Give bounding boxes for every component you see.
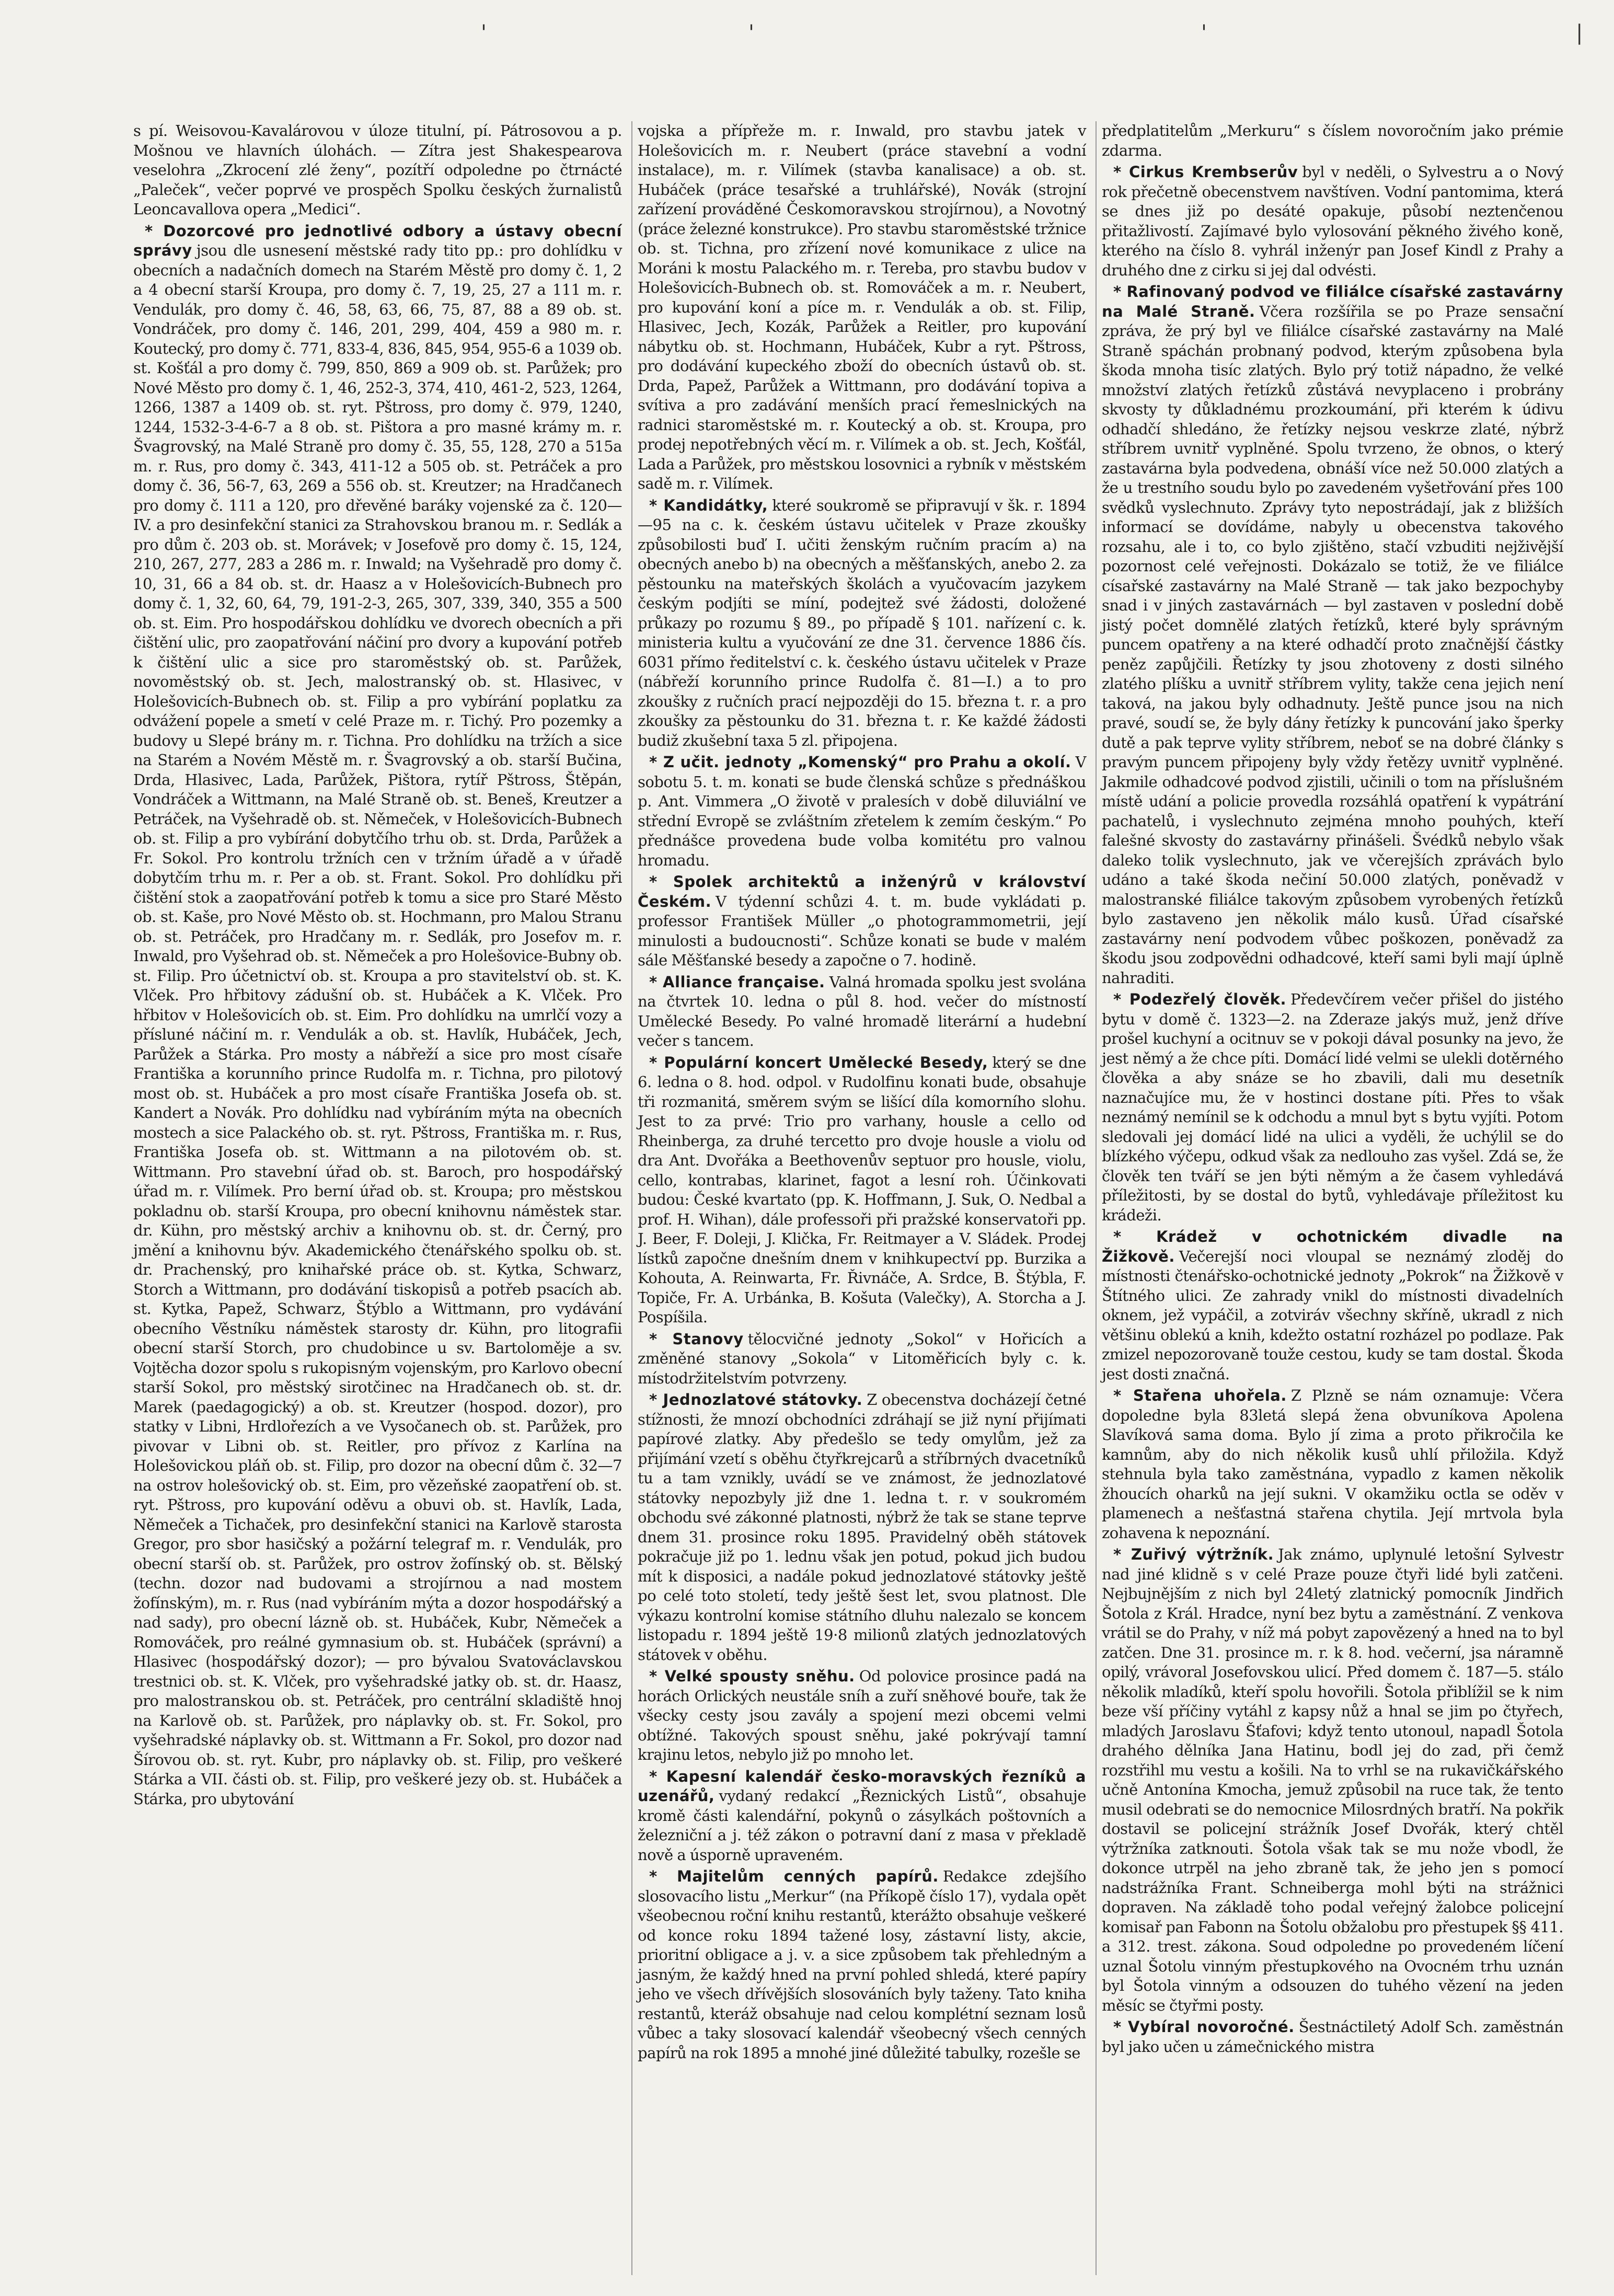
article-paragraph bbox=[638, 1390, 1086, 1665]
article-paragraph bbox=[1102, 1227, 1563, 1384]
article-paragraph bbox=[638, 1867, 1086, 2063]
article-paragraph bbox=[1102, 990, 1563, 1225]
article-text: tělocvičné jednoty „Sokol“ v Hořicích a změněné stanovy „Sokola“ v Litoměřicích byly c. k. místodržitelstvím potvrzeny. bbox=[638, 1330, 1086, 1387]
article-paragraph bbox=[1102, 1545, 1563, 2015]
article-heading: * Majitelům cenných papírů. bbox=[649, 1867, 939, 1885]
article-heading: * Cirkus Krembserův bbox=[1113, 163, 1298, 181]
page-mark: ' bbox=[481, 21, 487, 45]
article-text: Valná hromada spolku jest svolána na čtvrtek 10. ledna o půl 8. hod. večer do místností Umělecké Besedy. Po valné hromadě literární a hudební večer s tancem. bbox=[638, 973, 1086, 1049]
article-paragraph bbox=[638, 496, 1086, 751]
article-heading: * Populární koncert Umělecké Besedy, bbox=[649, 1053, 988, 1071]
article-paragraph bbox=[1102, 282, 1563, 988]
article-heading: * Alliance française. bbox=[649, 973, 825, 991]
article-text: Od polovice prosince padá na horách Orlických neustále sníh a zuří sněhové bouře, tak že všecky cesty jsou zavály a spojení mezi obcemi velmi obtížné. Takových spoust sněhu, jaké pokrývají tamní krajinu letos, nebylo již po mnoho let. bbox=[638, 1667, 1086, 1763]
article-heading: * Krádež v ochotnickém divadle na Žižkově. bbox=[1102, 1228, 1563, 1265]
article-paragraph bbox=[1102, 121, 1563, 160]
article-heading: * Podezřelý člověk. bbox=[1113, 990, 1287, 1008]
article-paragraph bbox=[133, 222, 622, 1809]
article-heading: * Velké spousty sněhu. bbox=[649, 1667, 855, 1685]
article-heading: * Stanovy bbox=[649, 1330, 744, 1348]
page-mark: ' bbox=[1201, 21, 1207, 45]
article-heading: * Kapesní kalendář česko-moravských řezníků a uzenářů, bbox=[638, 1767, 1086, 1805]
article-paragraph bbox=[1102, 163, 1563, 280]
article-paragraph bbox=[638, 1053, 1086, 1328]
article-heading: * Rafinovaný podvod ve filiálce císařské zastavárny na Malé Straně. bbox=[1102, 283, 1563, 320]
column-right bbox=[1096, 121, 1569, 2275]
article-text: vojska a přípřeže m. r. Inwald, pro stavbu jatek v Holešovicích m. r. Neubert (práce stavební a vodní instalace), m. r. Vilímek (stavba kanalisace) a ob. st. Hubáček (práce tesařské a truhlářské), Novák (strojní zařízení prováděné Českomoravskou strojírnou), a Novotný (práce železné konstrukce). Pro stavbu staroměstské tržnice ob. st. Tichna, pro zřízení nové komunikace z ulice na Moráni k mostu Palackého m. r. Tereba, pro stavbu budov v Holešovicích-Bubnech ob. st. Romováček a m. r. Neubert, pro kupování koní a píce m. r. Vendulák a ob. st. Filip, Hlasivec, Jech, Kozák, Parůžek a Reitler, pro kupování nábytku ob. st. Hochmann, Hubáček, Kubr a ryt. Pštross, pro dodávání kupeckého zboží do obecních ústavů ob. st. Drda, Papež, Parůžek a Wittmann, pro dodávání topiva a svítiva a pro zadávání menších prací řemeslnických na radnici staroměstské m. r. Koutecký a ob. st. Kroupa, pro prodej nepotřebných věcí m. r. Vilímek a ob. st. Jech, Košťál, Lada a Parůžek, pro městskou losovnici a rybník v městském sadě m. r. Vilímek. bbox=[638, 122, 1086, 492]
article-text: Předevčírem večer přišel do jistého bytu v domě č. 1323—2. na Zderaze jakýs muž, jenž dříve prošel kuchyní a ocitnuv se v pokoji dával posunky na jevo, že jest němý a že chce píti. Domácí lidé velmi se ulekli dotěrného člověka a aby snáze se ho zbavili, dali mu desetník naznačujíce mu, že v hostinci dostane píti. Přes to však neznámý nemínil se k odchodu a mnul byt s bytu vyjíti. Potom sledovali jej domácí lidé na ulici a vyděli, že uchýlil se do blízkého výčepu, odkud však za nedlouho zas vyšel. Zdá se, že člověk ten tváří se jen býti němým a že časem vyhledává příležitosti, by se dostal do bytů, vyhledávaje příležitost ku krádeži. bbox=[1102, 990, 1563, 1224]
article-text: Večerejší noci vloupal se neznámý zloděj do místnosti čtenářsko-ochotnické jednoty „Pokrok“ na Žižkově v Štítného ulici. Ze zahrady vnikl do místnosti divadelních oknem, jež vypáčil, a zotviráv všechny skříně, ukradl z nich většinu oblekú a knih, kdežto ostatní rozházel po podlaze. Pak zmizel nepozorovaně touže cestou, kudy se tam dostal. Škoda jest dosti značná. bbox=[1102, 1247, 1563, 1383]
article-heading: * Kandidátky, bbox=[649, 496, 768, 514]
article-text: Šestnáctiletý Adolf Sch. zaměstnán byl jako učen u zámečnického mistra bbox=[1102, 2018, 1563, 2056]
article-text: které soukromě se připravují v šk. r. 1894—95 na c. k. českém ústavu učitelek v Praze zkoušky způsobilosti buď I. učiti ženským ručním pracím a) na obecných anebo b) na obecných a měšťanských, anebo 2. za pěstounku na mateřských školách a vyučovacím jazykem českým podjíti se míní, podejtež své žádosti, doložené průkazy po rozumu § 89., po případě § 101. nařízení c. k. ministeria kultu a vyučování ze dne 31. července 1886 čís. 6031 přímo ředitelství c. k. českého ústavu učitelek v Praze (nábřeží korunního prince Rudolfa č. 81—I.) a to pro zkoušky z ručních prací nejpozději do 15. března t. r. a pro zkoušky za pěstounku do 31. března t. r. Ke každé žádosti budiž zkušební taxa 5 zl. připojena. bbox=[638, 496, 1086, 749]
article-heading: * Vybíral novoročné. bbox=[1113, 2018, 1295, 2036]
article-text: Z Plzně se nám oznamuje: Včera dopoledne byla 83letá slepá žena obvuníkova Apolena Slavíková sama doma. Bylo jí zima a proto přikročila ke kamnům, aby do nich několik kusů uhlí přiložila. Když stehnula byla tako zaměstnána, vypadlo z kamen několik žhoucích oharků na její sukni. V okamžiku octla se oděv v plamenech a nešťastná stařena chytila. Její mrtvola byla zohavena k nepoznání. bbox=[1102, 1387, 1564, 1542]
article-paragraph bbox=[638, 973, 1086, 1051]
article-text: Jak známo, uplynulé letošní Sylvestr nad jiné klidně s v celé Praze pouze čtyři lidé byli zatčeni. Nejbujnějším z nich byl 24letý zlatnický pomocník Jindřich Šotola z Král. Hradce, nyní bez bytu a zaměstnání. Z venkova vrátil se do Prahy, v níž má pobyt zapovězený a hned na to byl zatčen. Dne 31. prosince m. r. k 8. hod. večerní, jsa náramně opilý, vrávoral Josefovskou ulicí. Před domem č. 187—5. stálo několik mladíků, kteří spolu hovořili. Šotola přiblížil se k nim beze vší příčiny vytáhl z kapsy nůž a hnal se jim po čtyřech, mladých Jaroslavu Šťafovi; když tento utonoul, napadl Šotola drahého dělníka Jana Hatinu, bodl jej do zad, při čemž rozstřihl mu vestu a košili. Na to vrhl se na rukavičkářského učně Antonína Kmocha, jemuž způsobil na ruce tak, že tento musil odebrati se do nemocnice Milosrdných bratří. Na pokřik dostavil se policejní strážník Josef Dvořák, který chtěl výtržníka zatknouti. Šotola však tak se mu nože vbodl, že dokonce utrpěl na jeho zbraně tak, že jeho jen s pomocí nadstrážníka Frant. Schneiberga mohl býti na strážnici dopraven. Na základě toho podal veřejný žalobce policejní komisař pan Fabonn na Šotolu obžalobu pro přestupek §§ 411. a 312. trest. zákona. Soud odpoledne po provedeném líčení uznal Šotolu vinným přestupkového na Ovocném trhu uznán byl Šotola vinným a odsouzen do tuhého vězení na jeden měsíc se čtyřmi posty. bbox=[1102, 1545, 1563, 2014]
article-paragraph bbox=[1102, 1386, 1563, 1543]
article-paragraph bbox=[638, 1330, 1086, 1389]
article-heading: * Jednozlatové státovky. bbox=[649, 1391, 863, 1409]
article-text: byl v neděli, o Sylvestru a o Nový rok přečetně obecenstvem navštíven. Vodní pantomima, která se dnes již po desáté opakuje, působí neztenčenou přitažlivostí. Zajímavé bylo vylosování pěkného živého koně, kterého na číslo 8. vyhrál inženýr pan Josef Kindl z Prahy a druhého dne z cirku si jej dal odvésti. bbox=[1102, 163, 1563, 279]
article-paragraph bbox=[638, 1667, 1086, 1765]
article-heading: * Spolek architektů a inženýrů v království Českém. bbox=[638, 873, 1086, 910]
article-paragraph bbox=[133, 121, 622, 220]
article-text: Z obecenstva docházejí četné stížnosti, že mnozí obchodníci zdráhají se již nyní přijímati papírové zlatky. Aby předešlo se tedy omylům, jež za přijímání vzetí s oběhu čtyřkrejcarů a stříbrných dvacetníků tu a tam vznikly, uvádí se ve známost, že jednozlatové státovky nepozbyly již dne 1. ledna t. r. v soukromém obchodu své zákonné platnosti, nýbrž že tak se stane teprve dnem 31. prosince roku 1895. Pravidelný oběh státovek pokračuje již po 1. lednu však jen potud, pokud jich budou mít k disposici, a nadále pokud jednozlatové státovky ještě po celé toto století, tedy ještě šest let, svou platnost. Dle výkazu kontrolní komise státního dluhu nalezalo se koncem listopadu r. 1894 ještě 19·8 milionů zlatých jednozlatových státovek v oběhu. bbox=[638, 1391, 1086, 1664]
article-text: který se dne 6. ledna o 8. hod. odpol. v Rudolfinu konati bude, obsahuje tři rozmanitá, směrem svým se lišící díla komorního slohu. Jest to za prvé: Trio pro varhany, housle a cello od Rheinberga, za druhé tercetto pro dvoje housle a violu od dra Ant. Dvořáka a Beethovenův septuor pro housle, violu, cello, kontrabas, klarinet, fagot a lesní roh. Účinkovati budou: České kvartato (pp. K. Hoffmann, J. Suk, O. Nedbal a prof. H. Wihan), dále professoři při pražské konservatoři pp. J. Beer, F. Doleji, J. Klička, Fr. Reitmayer a V. Sládek. Prodej lístků započne dnešním dnem v knihkupectví pp. Burzika a Kohouta, A. Reinwarta, Fr. Řivnáče, A. Srdce, B. Štýbla, F. Topiče, Fr. A. Urbánka, B. Košuta (Valečky), A. Storcha a J. Pospíšila. bbox=[638, 1053, 1086, 1326]
article-heading: * Dozorcové pro jednotlivé odbory a ústavy obecní správy bbox=[133, 222, 622, 259]
article-paragraph bbox=[638, 872, 1086, 971]
article-text: jsou dle usnesení městské rady tito pp.: pro dohlídku v obecních a nadačních domech na Starém Městě pro domy č. 1, 2 a 4 obecní starší Kroupa, pro domy č. 7, 19, 25, 27 a 111 m. r. Vendulák, pro domy č. 46, 58, 63, 66, 75, 87, 88 a 89 ob. st. Vondráček, pro domy č. 146, 201, 299, 404, 459 a 980 m. r. Koutecký, pro domy č. 771, 833-4, 836, 845, 954, 955-6 a 1039 ob. st. Košťál a pro domy č. 799, 850, 869 a 909 ob. st. Parůžek; pro Nové Město pro domy č. 1, 46, 252-3, 374, 410, 461-2, 523, 1264, 1266, 1387 a 1409 ob. st. ryt. Pštross, pro domy č. 979, 1240, 1244, 1532-3-4-6-7 a 8 ob. st. Pištora a pro masné krámy m. r. Švagrovský, na Malé Straně pro domy č. 35, 55, 128, 270 a 515a m. r. Rus, pro domy č. 343, 411-12 a 505 ob. st. Petráček a pro domy č. 36, 56-7, 63, 269 a 556 ob. st. Kreutzer; na Hradčanech pro domy č. 111 a 120, pro dřevěné baráky vojenské za č. 120—IV. a pro desinfekční stanici za Strahovskou branou m. r. Sedlák a pro dům č. 203 ob. st. Morávek; v Josefově pro domy č. 15, 124, 210, 267, 277, 283 a 286 m. r. Inwald; na Vyšehradě pro domy č. 10, 31, 66 a 84 ob. st. dr. Haasz a v Holešovicích-Bubnech pro domy č. 1, 32, 60, 64, 79, 191-2-3, 265, 307, 339, 340, 355 a 500 ob. st. Eim. Pro hospodářskou dohlídku ve dvorech obecních a při čištění ulic, pro zaopatřování náčiní pro dvory a kupování potřeb k čištění ulic a sice pro staroměstský ob. st. Parůžek, novoměstský ob. st. Jech, malostranský ob. st. Hlasivec, v Holešovicích-Bubnech ob. st. Filip a pro vybírání poplatku za odvážení popele a smetí v celé Praze m. r. Tichý. Pro pozemky a budovy u Slepé brány m. r. Tichna. Pro dohlídku na tržích a sice na Starém a Novém Městě m. r. Švagrovský a ob. starší Bučina, Drda, Hlasivec, Lada, Parůžek, Pištora, rytíř Pštross, Štěpán, Vondráček a Wittmann, na Malé Straně ob. st. Beneš, Kreutzer a Petráček, na Vyšehradě ob. st. Němeček, v Holešovicích-Bubnech ob. st. Filip a pro vybírání dobytčího trhu ob. st. Drda, Parůžek a Fr. Sokol. Pro kontrolu tržních cen v tržním úřadě a v úřadě dobytčím trhu m. r. Per a ob. st. Frant. Sokol. Pro dohlídku při čištění stok a zaopatřování potřeb k tomu a sice pro Staré Město ob. st. Kaše, pro Nové Město ob. st. Hochmann, pro Malou Stranu ob. st. Petráček, pro Hradčany m. r. Sedlák, pro Josefov m. r. Inwald, pro Vyšehrad ob. st. Němeček a pro Holešovice-Bubny ob. st. Filip. Pro účetnictví ob. st. Kroupa a pro stavitelství ob. st. K. Vlček. Pro hřbitovy zádušní ob. st. Hubáček a K. Vlček. Pro hřbitov v Holešovicích ob. st. Eim. Pro dohlídku na umrlčí vozy a přísluné náčiní m. r. Vendulák a ob. st. Havlík, Hubáček, Jech, Parůžek a Stárka. Pro mosty a nábřeží a sice pro most císaře Františka a korunního prince Rudolfa m. r. Tichna, pro pilotový most ob. st. Hubáček a pro most císaře Františka Josefa ob. st. Kandert a Novák. Pro dohlídku nad vybíráním mýta na obecních mostech a sice Palackého ob. st. ryt. Pštross, Františka m. r. Rus, Františka Josefa ob. st. Wittmann a na pilotovém ob. st. Wittmann. Pro stavební úřad ob. st. Baroch, pro hospodářský úřad m. r. Vilímek. Pro berní úřad ob. st. Kroupa; pro městskou pokladnu ob. starší Kroupa, pro obecní knihovnu náměstek star. dr. Kühn, pro městský archiv a knihovnu ob. st. dr. Černý, pro jmění a knihovnu býv. Akademického čtenářského spolku ob. st. dr. Prachenský, pro knihařské práce ob. st. Kytka, Schwarz, Storch a Wittmann, pro dodávání tiskopisů a potřeb psacích ab. st. Kytka, Papež, Schwarz, Štýblo a Wittmann, pro vydávání obecního Věstníku náměstek starosty dr. Kühn, pro litografii obecní starší Storch, pro chudobince u sv. Bartoloměje a sv. Vojtěcha dozor spolu s rukopisným vojenským, pro Karlovo obecní starší Sokol, pro městský sirotčinec na Hradčanech ob. st. dr. Marek (paedagogický) a ob. st. Kreutzer (hospod. dozor), pro statky v Libni, Hrdlořezích a ve Vysočanech ob. st. Parůžek, pro pivovar v Libni ob. st. Reitler, pro přívoz z Karlína na Holešovickou pláň ob. st. Filip, pro dozor na obecní dům č. 32—7 na ostrov holešovický ob. st. Eim, pro vězeňské zaopatření ob. st. ryt. Pštross, pro kupování oděvu a obuvi ob. st. Havlík, Lada, Němeček a Tichaček, pro desinfekční stanici na Karlově starosta Gregor, pro sbor hasičský a požární telegraf m. r. Vendulák, pro obecní starší ob. st. Parůžek, pro ostrov žofínský ob. st. Bělský (techn. dozor nad budovami a strojírnou a nad mostem žofínským), m. r. Rus (nad vybíráním mýta a dozor hospodářský a nad sady), pro obecní lázně ob. st. Hubáček, Kubr, Němeček a Romováček, pro reálné gymnasium ob. st. Hubáček (správní) a Hlasivec (hospodářský dozor); — pro bývalou Svatováclavskou trestnici ob. st. K. Vlček, pro vyšehradské jatky ob. st. dr. Haasz, pro malostranskou ob. st. Petráček, pro centrální skladiště hnoj na Karlově ob. st. Parůžek, pro náplavky ob. st. Fr. Sokol, pro vyšehradské náplavky ob. st. Wittmann a Fr. Sokol, pro dozor nad Šírovou ob. st. ryt. Kubr, pro náplavky ob. st. Filip, pro veškeré Stárka a VII. části ob. st. Filip, pro veškeré jezy ob. st. Hubáček a Stárka, pro ubytování bbox=[133, 241, 622, 1808]
article-text: V sobotu 5. t. m. konati se bude členská schůze s přednáškou p. Ant. Vimmera „O životě v pralesích v době diluviální ve střední Evropě se zvláštním zřetelem k zemím českým.“ Po přednášce provedena bude volba komitétu pro valnou hromadu. bbox=[638, 753, 1086, 869]
page-mark: ' bbox=[748, 21, 754, 45]
article-paragraph bbox=[638, 121, 1086, 494]
article-paragraph bbox=[638, 753, 1086, 870]
article-text: Včera rozšířila se po Praze sensační zpráva, že prý byl ve filiálce císařské zastavárny na Malé Straně spáchán probnaný podvod, kterým způsobena byla škoda mnoha tisíc zlatých. Bylo prý totiž nápadno, že velké množství zlatých řetízků zůstává nevyplaceno i probrány skvosty ty důkladnému prozkoumání, při kterém k údivu odhadčí shledáno, že řetízky nejsou veskrze zlaté, nýbrž stříbrem uvnitř vyplněné. Spolu tvrzeno, že obnos, o který zastavárna byla podvedena, obnáší více než 50.000 zlatých a že u trestního soudu bylo po zavedeném vyšetřování přes 100 svědků vyslechnuto. Zprávy tyto nepostrádají, jak z bližších informací se dovídáme, nabyly u obecenstva takového rozsahu, ale i to, co bylo zjištěno, stačí vzbuditi nejživější pozornost celé veřejnosti. Dokázalo se totiž, že ve filiálce císařské zastavárny na Malé Straně — tak jako bezpochyby snad i v jiných zastavárnách — byl zastaven v poslední době jistý počet domnělé zlatých řetízků, které byly správným puncem opatřeny a na které odhadčí proto značnější částky peněz zapůjčili. Řetízky ty jsou zhotoveny z dosti silného zlatého plíšku a uvnitř stříbrem vylity, takže cena jejich není taková, na jakou byly odhadnuty. Ještě punce jsou na nich pravé, soudí se, že byly dány řetízky k puncování jako šperky dutě a pak teprve vylity stříbrem, neboť se na dobré články s pravým puncem připojeny byly vždy řetězy uvnitř vyplněné. Jakmile odhadcové podvod zjistili, učinili o tom na příslušném místě udání a policie provedla rozsáhlá opatření k vypátrání pachatelů, i vyslechnuto zejména mnoho pouhých, kteří falešné skvosty do zastavárny přinášeli. Švédků nebylo však daleko tolik vyslechnuto, jak ve včerejších zprávách bylo udáno a také škoda nečiní 50.000 zlatých, poněvadž v malostranské filiálce takovým způsobem vyrobených řetízků bylo zastaveno jen několik málo kusů. Úřad císařské zastavárny není podvodem vůbec poškozen, poněvadž za škodu jsou zodpovědni odhadcové, kteří sami byli mají úplně nahraditi. bbox=[1102, 302, 1563, 987]
article-text: s pí. Weisovou-Kavalárovou v úloze titulní, pí. Pátrosovou a p. Mošnou ve hlavních úlohách. — Zítra jest Shakespearova veselohra „Zkrocení zlé ženy“, pozítří odpoledne po čtrnácté „Paleček“, večer poprvé ve prospěch Spolku českých žurnalistů Leoncavallova opera „Medici“. bbox=[133, 122, 622, 218]
article-heading: * Zuřivý výtržník. bbox=[1113, 1545, 1274, 1563]
article-heading: * Stařena uhořela. bbox=[1113, 1387, 1287, 1404]
article-text: V týdenní schůzi 4. t. m. bude vykládati p. professor František Müller „o photogrammometrii, její minulosti a budoucnosti“. Schůze konati se bude v malém sále Měšťanské besedy a započne o 7. hodině. bbox=[638, 892, 1086, 969]
article-paragraph bbox=[1102, 2017, 1563, 2057]
article-heading: * Z učit. jednoty „Komenský“ pro Prahu a okolí. bbox=[649, 753, 1071, 771]
article-text: vydaný redakcí „Řeznických Listů“, obsahuje kromě části kalendářní, pokynů o zásylkách poštovních a železniční a j. též zákon o potravní daní z masa v překladě nově a úsporně upraveném. bbox=[638, 1787, 1086, 1864]
article-text: předplatitelům „Merkuru“ s číslem novoročním jako prémie zdarma. bbox=[1102, 122, 1563, 159]
column-middle bbox=[631, 121, 1091, 2275]
page-mark: | bbox=[1576, 21, 1583, 45]
column-left bbox=[128, 121, 627, 2275]
article-columns bbox=[128, 121, 1590, 2275]
article-paragraph bbox=[638, 1767, 1086, 1865]
article-text: Redakce zdejšího slosovacího listu „Merkur“ (na Příkopě číslo 17), vydala opět všeobecnou roční knihu restantů, kterážto obsahuje veškeré od konce roku 1894 tažené losy, zástavní listy, akcie, prioritní obligace a j. v. a sice způsobem tak přehledným a jasným, že každý hned na první pohled shledá, které papíry jeho ve všech dřívějších slosováních byly taženy. Tato kniha restantů, kteráž obsahuje nad celou komplétní seznam losů vůbec a taky slosovací kalendář všeobecný všech cenných papírů na rok 1895 a mnohé jiné důležité tabulky, rozešle se bbox=[638, 1867, 1086, 2062]
